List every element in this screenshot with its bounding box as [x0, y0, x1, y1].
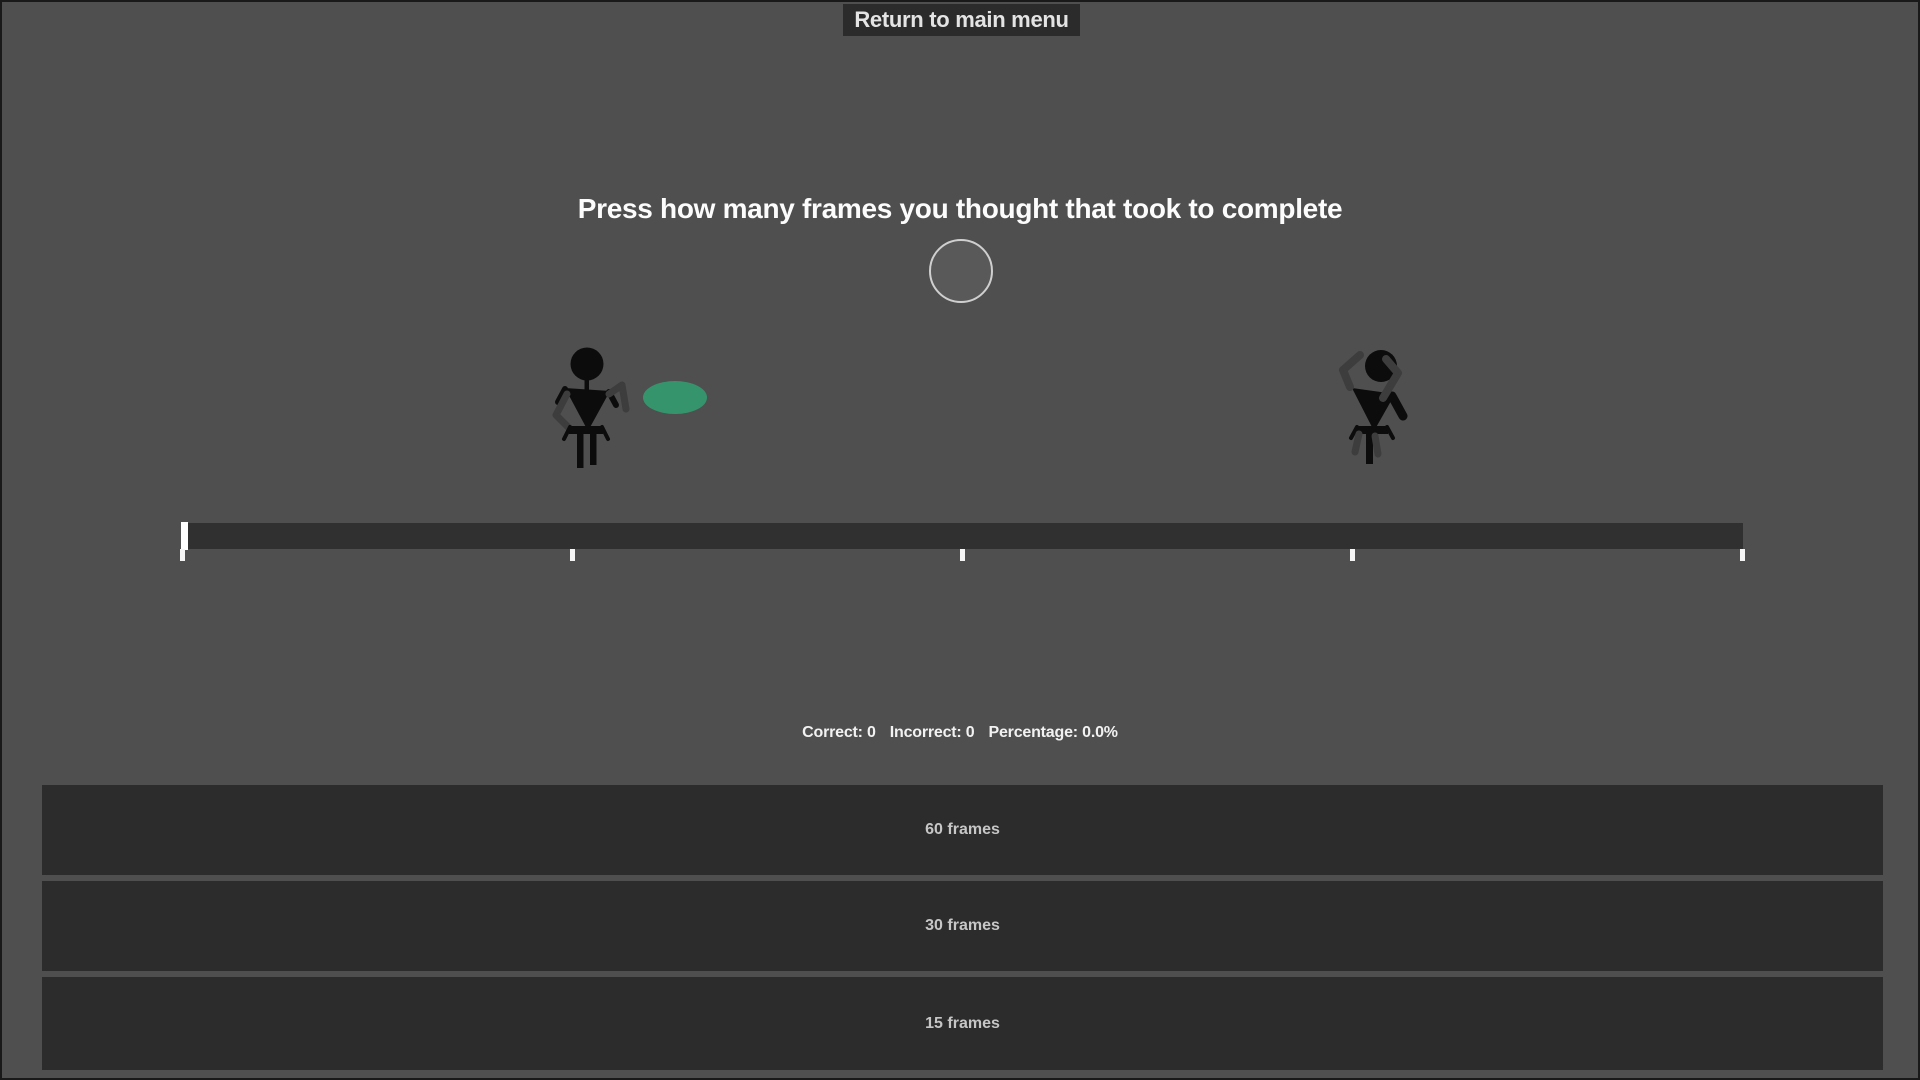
- left-stick-figure: [547, 342, 642, 472]
- figure-hip-flare: [602, 427, 608, 439]
- figure-arm: [1392, 396, 1403, 416]
- prompt-text: Press how many frames you thought that took to complete: [577, 193, 1343, 224]
- right-stick-figure: [1332, 342, 1412, 472]
- timeline-tick: [1740, 549, 1745, 561]
- figure-leg: [1355, 434, 1359, 452]
- round-indicator-circle: [929, 239, 993, 303]
- timeline-tick: [570, 549, 575, 561]
- stat-incorrect: Incorrect: 0: [889, 724, 975, 741]
- stat-percentage: Percentage: 0.0%: [988, 724, 1118, 741]
- timeline-playhead: [181, 522, 188, 550]
- figure-arm: [1343, 355, 1360, 387]
- figure-hip-flare: [1387, 427, 1393, 438]
- timeline-tick: [1350, 549, 1355, 561]
- score-stats: [2, 724, 1918, 742]
- figure-head: [571, 348, 604, 381]
- figure-leg: [590, 434, 597, 465]
- answer-button-15-frames[interactable]: 15 frames: [42, 977, 1883, 1070]
- figure-neck: [585, 378, 590, 390]
- figure-torso: [565, 388, 610, 431]
- stat-correct: Correct: 0: [802, 724, 876, 741]
- frame-timeline-bar: [182, 523, 1743, 549]
- figure-leg: [1375, 436, 1378, 454]
- timeline-tick: [960, 549, 965, 561]
- figure-leg: [577, 434, 584, 468]
- answer-button-60-frames[interactable]: 60 frames: [42, 785, 1883, 875]
- timeline-tick: [180, 549, 185, 561]
- green-projectile-ellipse: [643, 381, 707, 414]
- answer-button-30-frames[interactable]: 30 frames: [42, 881, 1883, 971]
- return-to-main-menu-button[interactable]: Return to main menu: [843, 4, 1080, 36]
- figure-hips: [569, 426, 603, 434]
